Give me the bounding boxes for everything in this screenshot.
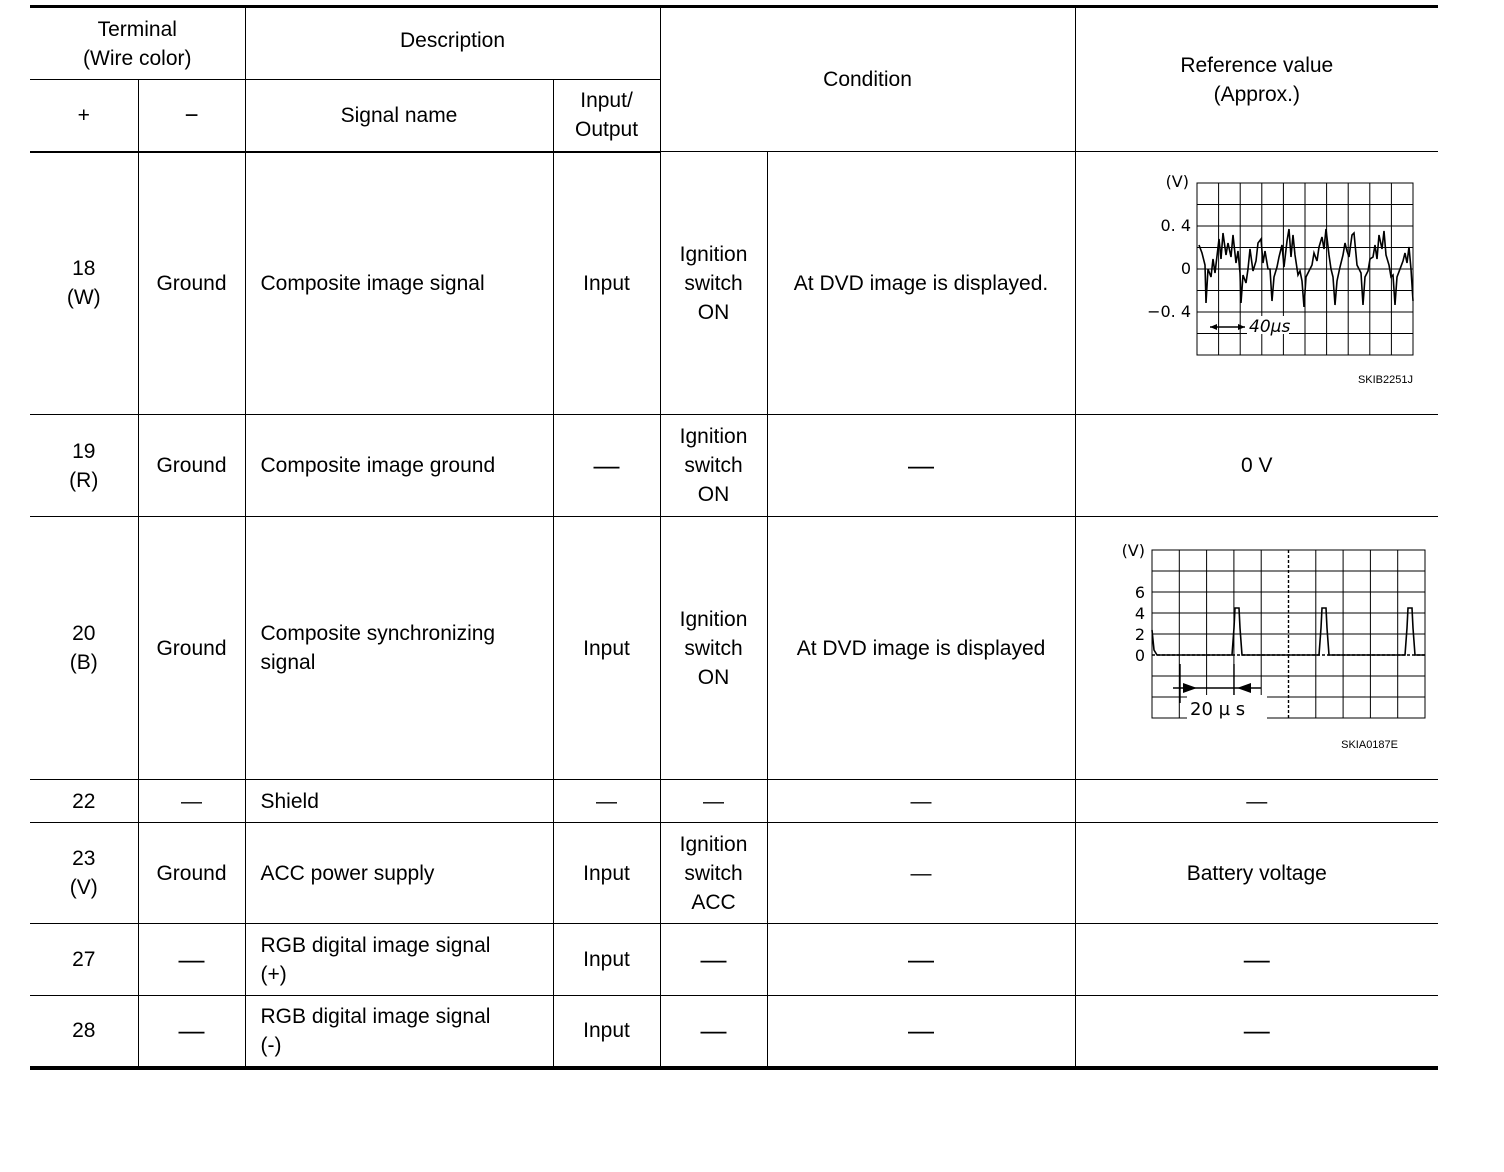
terminal-minus: Ground <box>138 823 245 924</box>
io-cell: Input <box>553 996 660 1068</box>
signal-name: Composite image ground <box>245 415 553 517</box>
terminal-plus: 27 <box>30 924 138 996</box>
terminal-plus: 23 (V) <box>30 823 138 924</box>
reference-cell: — <box>1075 780 1438 823</box>
io-cell: — <box>553 415 660 517</box>
signal-name: Shield <box>245 780 553 823</box>
waveform-2-tick: 2 <box>1134 625 1145 644</box>
terminal-plus: 28 <box>30 996 138 1068</box>
composite-image-waveform <box>1107 172 1413 393</box>
condition-switch: — <box>660 924 767 996</box>
reference-cell: Battery voltage <box>1075 823 1438 924</box>
waveform-1-tick: 0 <box>1180 259 1191 278</box>
condition-detail: At DVD image is displayed <box>767 517 1075 780</box>
waveform-1-time-label: 40µs <box>1248 317 1291 337</box>
signal-name-header: Signal name <box>245 80 553 152</box>
table-row <box>30 780 1438 823</box>
table-row <box>30 152 1438 415</box>
waveform-2-tick: 4 <box>1134 604 1145 623</box>
terminal-minus: Ground <box>138 152 245 415</box>
terminal-header: Terminal (Wire color) <box>30 7 245 80</box>
table-row <box>30 517 1438 780</box>
terminal-plus: 18 (W) <box>30 152 138 415</box>
io-cell: Input <box>553 924 660 996</box>
condition-detail: At DVD image is displayed. <box>767 152 1075 415</box>
reference-header: Reference value (Approx.) <box>1075 7 1438 152</box>
waveform-2-unit: (V) <box>1121 541 1145 560</box>
table-row <box>30 415 1438 517</box>
table-row <box>30 924 1438 996</box>
condition-detail: — <box>767 823 1075 924</box>
signal-name: RGB digital image signal (+) <box>245 924 553 996</box>
plus-header: + <box>30 80 138 152</box>
condition-switch: Ignition switch ON <box>660 152 767 415</box>
condition-switch: Ignition switch ACC <box>660 823 767 924</box>
io-cell: — <box>553 780 660 823</box>
waveform-2-code: SKIA0187E <box>1340 739 1398 751</box>
condition-switch: Ignition switch ON <box>660 415 767 517</box>
reference-cell <box>1075 152 1438 415</box>
waveform-1-tick: 0. 4 <box>1160 216 1191 235</box>
waveform-1-tick: −0. 4 <box>1146 302 1191 321</box>
minus-header: − <box>138 80 245 152</box>
io-cell: Input <box>553 152 660 415</box>
terminal-table <box>30 5 1438 1070</box>
waveform-2-tick: 0 <box>1134 646 1145 665</box>
waveform-2-time-label: 20 µ s <box>1189 699 1245 720</box>
signal-name: Composite image signal <box>245 152 553 415</box>
waveform-1-code: SKIB2251J <box>1357 374 1413 386</box>
condition-detail: — <box>767 996 1075 1068</box>
io-cell: Input <box>553 823 660 924</box>
reference-cell: — <box>1075 996 1438 1068</box>
terminal-minus: Ground <box>138 415 245 517</box>
terminal-minus: Ground <box>138 517 245 780</box>
reference-cell <box>1075 517 1438 780</box>
reference-cell: — <box>1075 924 1438 996</box>
signal-name: ACC power supply <box>245 823 553 924</box>
table-row <box>30 823 1438 924</box>
terminal-plus: 22 <box>30 780 138 823</box>
condition-detail: — <box>767 924 1075 996</box>
condition-detail: — <box>767 415 1075 517</box>
io-cell: Input <box>553 517 660 780</box>
condition-switch: — <box>660 780 767 823</box>
waveform-2-tick: 6 <box>1134 583 1145 602</box>
condition-header: Condition <box>660 7 1075 152</box>
terminal-minus: — <box>138 924 245 996</box>
composite-sync-waveform <box>1087 538 1427 758</box>
signal-name: Composite synchronizing signal <box>245 517 553 780</box>
description-header: Description <box>245 7 660 80</box>
terminal-minus: — <box>138 996 245 1068</box>
terminal-plus: 19 (R) <box>30 415 138 517</box>
waveform-1-unit: (V) <box>1165 172 1189 191</box>
condition-detail: — <box>767 780 1075 823</box>
io-header: Input/ Output <box>553 80 660 152</box>
terminal-plus: 20 (B) <box>30 517 138 780</box>
signal-name: RGB digital image signal (-) <box>245 996 553 1068</box>
condition-switch: Ignition switch ON <box>660 517 767 780</box>
condition-switch: — <box>660 996 767 1068</box>
reference-cell: 0 V <box>1075 415 1438 517</box>
table-row <box>30 996 1438 1068</box>
terminal-minus: — <box>138 780 245 823</box>
